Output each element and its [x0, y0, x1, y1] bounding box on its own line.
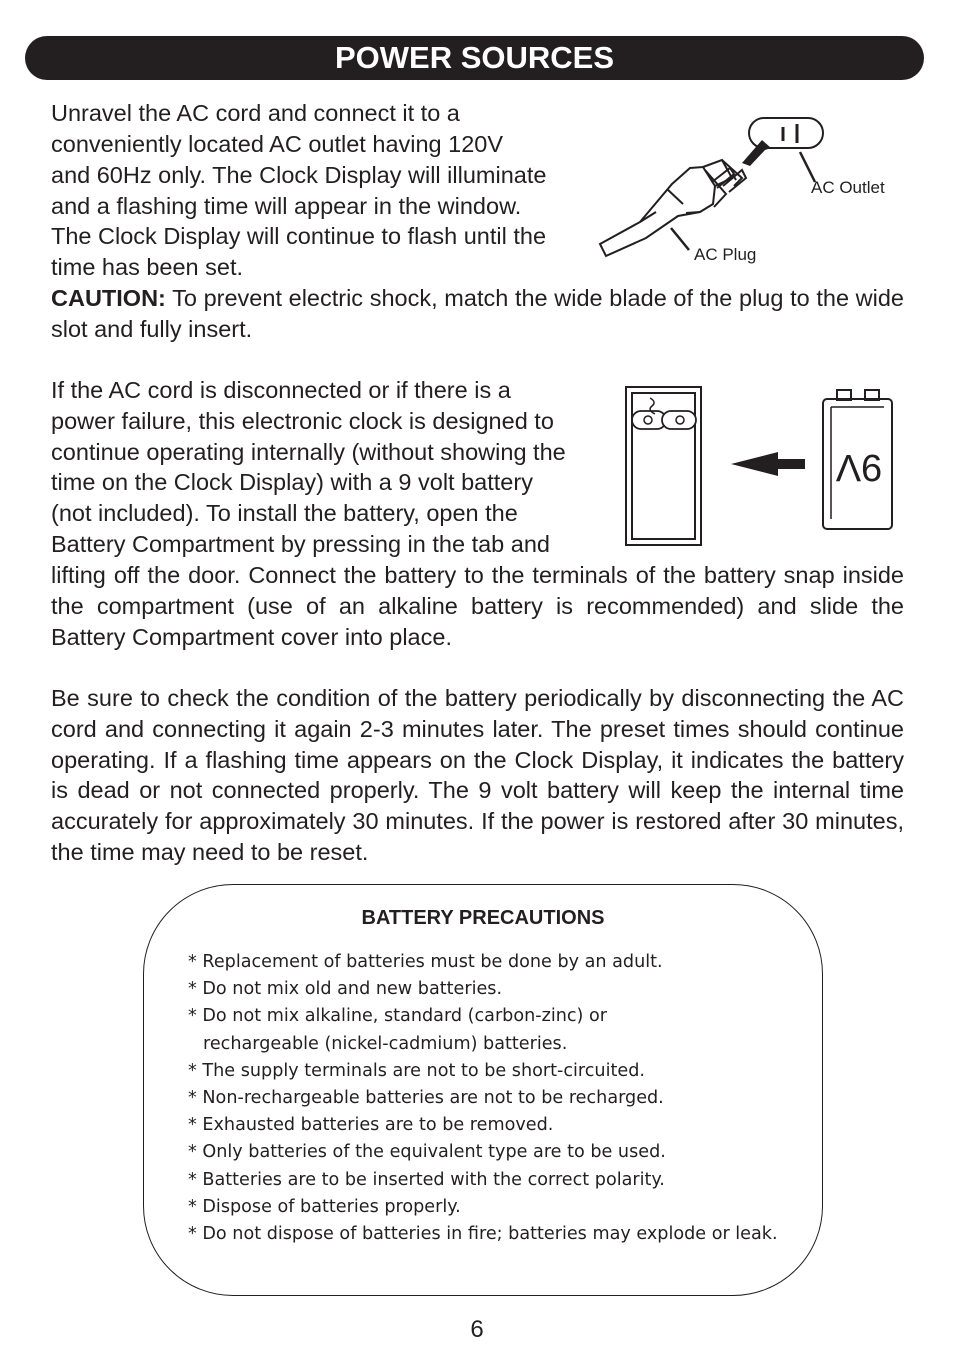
- battery-line-2: power failure, this electronic clock is designed to: [51, 408, 554, 434]
- ac-plug-label: AC Plug: [694, 245, 757, 264]
- list-item: * Do not mix alkaline, standard (carbon-zinc) or: [188, 1006, 608, 1027]
- battery-line-3: continue operating internally (without showing the: [51, 439, 566, 465]
- list-item: * Batteries are to be inserted with the correct polarity.: [188, 1169, 665, 1190]
- ac-line-1: Unravel the AC cord and connect it to a: [51, 100, 460, 126]
- ac-line-5: The Clock Display will continue to flash until the: [51, 223, 547, 249]
- battery-line-1: If the AC cord is disconnected or if there is a: [51, 377, 511, 403]
- list-item: * Dispose of batteries properly.: [188, 1196, 461, 1217]
- caution-paragraph: [51, 283, 904, 345]
- ac-plug-icon: [600, 160, 746, 256]
- list-item: * Only batteries of the equivalent type are to be used.: [188, 1142, 666, 1163]
- list-item: * Replacement of batteries must be done by an adult.: [188, 952, 663, 972]
- insert-arrow-icon: [731, 452, 805, 476]
- list-item: * Exhausted batteries are to be removed.: [188, 1115, 554, 1136]
- ac-outlet-label: AC Outlet: [811, 178, 885, 197]
- page-title: POWER SOURCES: [25, 36, 924, 80]
- list-item: rechargeable (nickel-cadmium) batteries.: [203, 1033, 568, 1054]
- ac-line-4: and a flashing time will appear in the window.: [51, 193, 522, 219]
- battery-line-4: time on the Clock Display) with a 9 volt battery: [51, 469, 533, 495]
- list-item: * The supply terminals are not to be short-circuited.: [188, 1060, 645, 1081]
- ac-line-6: time has been set.: [51, 254, 244, 280]
- caution-label: CAUTION:: [51, 285, 166, 311]
- page-number: 6: [470, 1316, 484, 1343]
- precautions-title: BATTERY PRECAUTIONS: [361, 907, 605, 929]
- battery-compartment-icon: [626, 387, 701, 545]
- battery-rest: lifting off the door. Connect the battery to the terminals of the battery snap inside the compartment (use of an alkaline battery is recommended) and slide the Battery Compartment cover into place.: [51, 562, 904, 650]
- list-item: * Do not dispose of batteries in fire; batteries may explode or leak.: [188, 1224, 778, 1245]
- battery-precautions-box: [143, 884, 823, 1296]
- battery-check-paragraph: Be sure to check the condition of the battery periodically by disconnecting the AC cord and connecting it again 2-3 minutes later. The preset times should continue operating. If a flashing time appears on the Clock Display, it indicates the battery is dead or not connected properly. The 9 volt battery will keep the internal time accurately for approximately 30 minutes. If the power is restored after 30 minutes, the time may need to be reset.: [51, 685, 904, 865]
- list-item: * Do not mix old and new batteries.: [188, 979, 503, 1000]
- ac-line-3: and 60Hz only. The Clock Display will illuminate: [51, 162, 547, 188]
- list-item: * Non-rechargeable batteries are not to be recharged.: [188, 1088, 664, 1109]
- battery-line-6: Battery Compartment by pressing in the tab and: [51, 531, 550, 557]
- caution-text: To prevent electric shock, match the wide blade of the plug to the wide slot and fully insert.: [51, 285, 904, 342]
- ac-line-2: conveniently located AC outlet having 120V: [51, 131, 504, 157]
- precautions-list: [188, 949, 778, 1248]
- battery-line-5: (not included). To install the battery, open the: [51, 500, 518, 526]
- battery-9v-label: 9V: [835, 446, 883, 488]
